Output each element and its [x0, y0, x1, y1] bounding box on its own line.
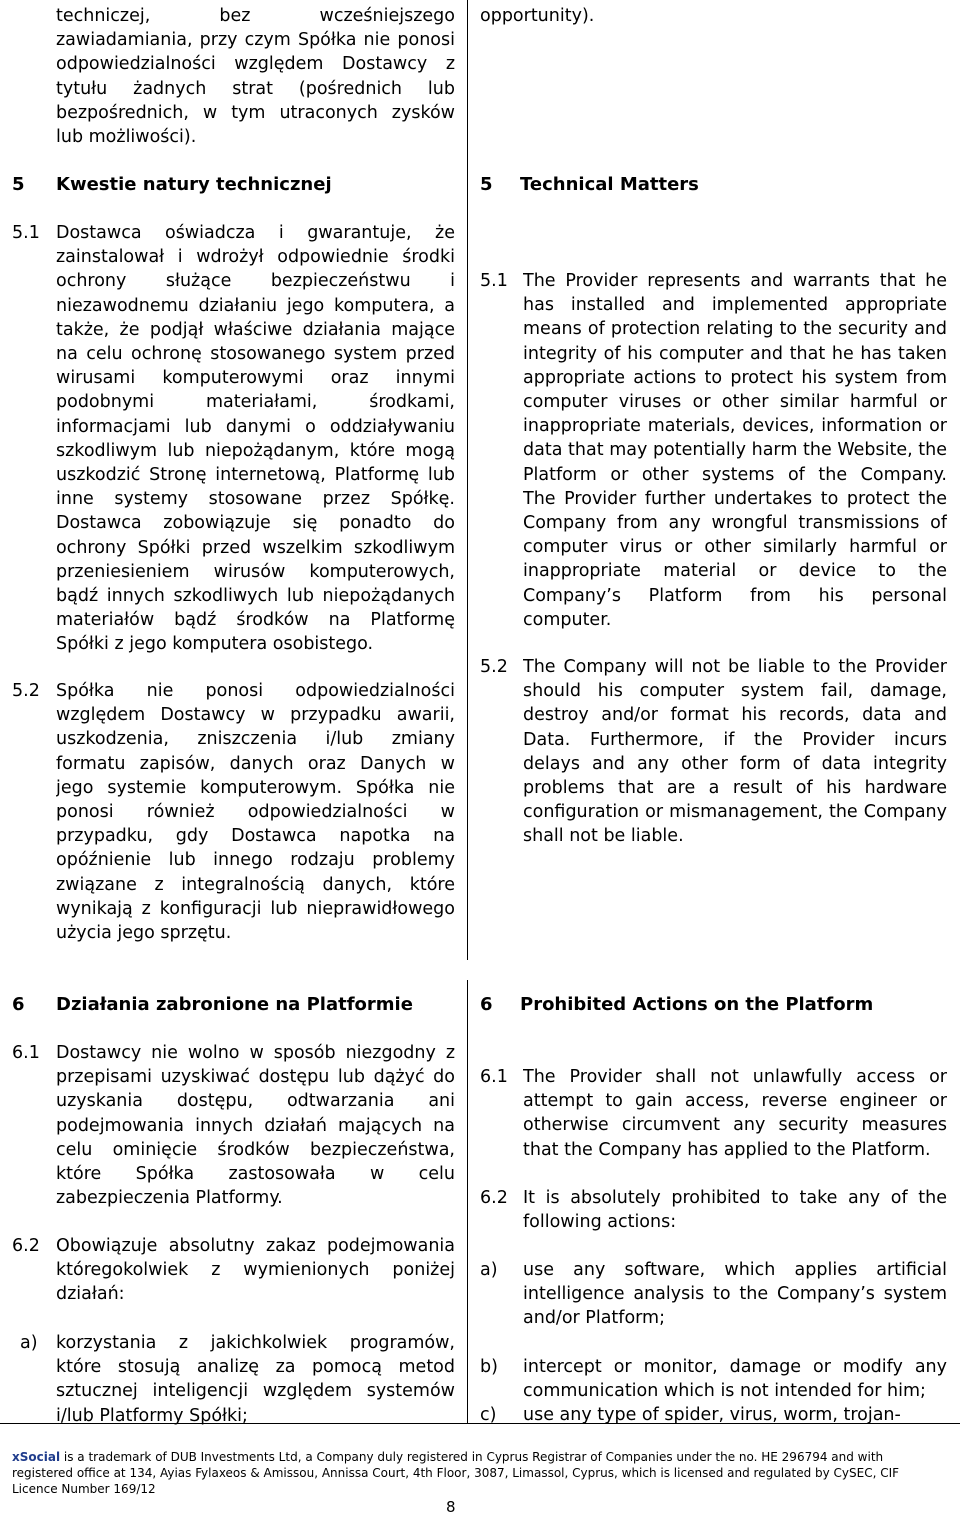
clause-number: 6.2 — [12, 1236, 40, 1256]
clause-text-line: któregokolwiek z wymienionych poniżej — [56, 1260, 455, 1280]
clause-number: 6.2 — [480, 1188, 508, 1208]
clause-text-line: inappropriate materials, devices, information or — [523, 416, 947, 436]
clause-text-line: i/lub Platformy Spółki; — [56, 1406, 248, 1426]
clause-text-line: które stosują analizę za pomocą metod — [56, 1357, 455, 1377]
clause-text-line: związane z integralnością danych, które — [56, 875, 455, 895]
clause-text-line: podobnymi materiałami, środkami, — [56, 392, 455, 412]
clause-text-line: data that may potentially harm the Website, the — [523, 440, 947, 460]
clause-number: 6.1 — [12, 1043, 40, 1063]
clause-text-line: inappropriate material or device to the — [523, 561, 947, 581]
footer-line-3: Licence Number 169/12 — [12, 1482, 156, 1496]
clause-text-line: computer viruses or other similar harmful or — [523, 392, 947, 412]
section-title: Działania zabronione na Platformie — [56, 994, 413, 1015]
clause-text-line: The Provider further undertakes to protect the — [523, 489, 947, 509]
clause-text-line: appropriate actions to protect his system from — [523, 368, 947, 388]
clause-text-line: computer virus or other similarly harmful or — [523, 537, 947, 557]
footer-line-2: registered office at 134, Ayias Fylaxeos & Amissou, Annissa Court, 4th Floor, 3087, Limassol, Cyprus, which is licensed and regulated by CySEC, CIF — [12, 1466, 900, 1480]
clause-text-line: względem Dostawcy w przypadku awarii, — [56, 705, 455, 725]
clause-text-line: korzystania z jakichkolwiek programów, — [56, 1333, 455, 1353]
clause-text-line: use any type of spider, virus, worm, trojan- — [523, 1405, 901, 1425]
clause-text-line: The Provider represents and warrants that he — [523, 271, 947, 291]
clause-text-line: podejmowania innych działań mających na — [56, 1116, 455, 1136]
clause-text-line: ochrony służące bezpieczeństwu i — [56, 271, 455, 291]
clause-text-line: sztucznej inteligencji względem systemów — [56, 1381, 455, 1401]
clause-text-line: zabezpieczenia Platformy. — [56, 1188, 283, 1208]
clause-number: c) — [480, 1405, 497, 1425]
clause-text-line: Dostawca zobowiązuje się ponadto do — [56, 513, 455, 533]
clause-text-line: działań: — [56, 1284, 125, 1304]
clause-text-line: should his computer system fail, damage, — [523, 681, 947, 701]
brand-name: xSocial — [12, 1450, 61, 1464]
clause-text-line: materiałów bądź środków na Platformę — [56, 610, 455, 630]
clause-number: a) — [20, 1333, 38, 1353]
clause-text-line: computer. — [523, 610, 612, 630]
clause-text-line: uszkodzenia, zniszczenia i/lub zmiany — [56, 729, 455, 749]
clause-text-line: use any software, which applies artificial — [523, 1260, 947, 1280]
clause-text-line: opportunity). — [480, 6, 595, 26]
clause-text-line: The Provider shall not unlawfully access or — [523, 1067, 947, 1087]
clause-text-line: wirusami komputerowymi oraz innymi — [56, 368, 455, 388]
clause-number: 6.1 — [480, 1067, 508, 1087]
clause-text-line: odpowiedzialności względem Dostawcy z — [56, 54, 455, 74]
section-title: Kwestie natury technicznej — [56, 174, 332, 195]
section-number: 5 — [480, 174, 493, 195]
clause-text-line: delays and any other form of data integrity — [523, 754, 947, 774]
clause-text-line: formatu zapisów, danych oraz Danych w — [56, 754, 455, 774]
clause-text-line: przypadku, gdy Dostawca napotka na — [56, 826, 455, 846]
clause-text-line: and/or Platform; — [523, 1308, 665, 1328]
clause-text-line: jego systemie komputerowym. Spółka nie — [56, 778, 455, 798]
clause-text-line: Obowiązuje absolutny zakaz podejmowania — [56, 1236, 455, 1256]
section-number: 6 — [12, 994, 25, 1015]
clause-number: b) — [480, 1357, 498, 1377]
column-divider-bottom — [467, 980, 468, 1424]
clause-number: 5.2 — [12, 681, 40, 701]
clause-text-line: szkodliwym lub niepożądanym, które mogą — [56, 441, 455, 461]
column-divider-top — [467, 0, 468, 960]
clause-text-line: ochrony Spółki przed wszelkim szkodliwym — [56, 538, 455, 558]
clause-text-line: bądź innych szkodliwych lub niepożądanych — [56, 586, 455, 606]
clause-text-line: configuration or mismanagement, the Company — [523, 802, 947, 822]
clause-text-line: Data. Furthermore, if the Provider incurs — [523, 730, 947, 750]
clause-text-line: ponosi również odpowiedzialności w — [56, 802, 455, 822]
clause-text-line: communication which is not intended for him; — [523, 1381, 926, 1401]
clause-text-line: The Company will not be liable to the Provider — [523, 657, 947, 677]
clause-text-line: informacjami lub danymi o oddziaływaniu — [56, 417, 455, 437]
clause-text-line: uzyskania dostępu, odtwarzania ani — [56, 1091, 455, 1111]
clause-text-line: opóźnienie lub innego rodzaju problemy — [56, 850, 455, 870]
clause-text-line: wynikają z konfiguracji lub nieprawidłowego — [56, 899, 455, 919]
clause-text-line: intercept or monitor, damage or modify any — [523, 1357, 947, 1377]
clause-text-line: following actions: — [523, 1212, 677, 1232]
clause-number: 5.1 — [480, 271, 508, 291]
clause-text-line: otherwise circumvent any security measures — [523, 1115, 947, 1135]
clause-text-line: techniczej, bez wcześniejszego — [56, 6, 455, 26]
clause-text-line: inne systemy stosowane przez Spółkę. — [56, 489, 455, 509]
clause-text-line: Dostawca oświadcza i gwarantuje, że — [56, 223, 455, 243]
section-number: 5 — [12, 174, 25, 195]
clause-text-line: niezawodnemu działaniu jego komputera, a — [56, 296, 455, 316]
page-number: 8 — [446, 1498, 456, 1516]
section-number: 6 — [480, 994, 493, 1015]
clause-text-line: Spółki z jego komputera osobistego. — [56, 634, 374, 654]
clause-text-line: lub możliwości). — [56, 127, 197, 147]
clause-text-line: problems that are a result of his hardware — [523, 778, 947, 798]
clause-text-line: Spółka nie ponosi odpowiedzialności — [56, 681, 455, 701]
clause-text-line: tytułu żadnych strat (pośrednich lub — [56, 79, 455, 99]
clause-text-line: Company’s Platform from his personal — [523, 586, 947, 606]
clause-text-line: means of protection relating to the security and — [523, 319, 947, 339]
footer-line-1-text: is a trademark of DUB Investments Ltd, a Company duly registered in Cyprus Registrar of Companies under the no. HE 296794 and with — [60, 1450, 884, 1464]
clause-text-line: także, że podjął właściwe działania mające — [56, 320, 455, 340]
clause-text-line: Company from any wrongful transmissions of — [523, 513, 947, 533]
clause-text-line: które Spółka zastosowała w celu — [56, 1164, 455, 1184]
clause-text-line: Platform or other systems of the Company. — [523, 465, 947, 485]
clause-text-line: destroy and/or format his records, data and — [523, 705, 947, 725]
footer-line-1 — [12, 1449, 883, 1465]
clause-text-line: użycia jego sprzętu. — [56, 923, 232, 943]
clause-text-line: bezpośrednich, w tym utraconych zysków — [56, 103, 455, 123]
clause-text-line: zawiadamiania, przy czym Spółka nie ponosi — [56, 30, 455, 50]
clause-text-line: that the Company has applied to the Platform. — [523, 1140, 931, 1160]
clause-number: 5.2 — [480, 657, 508, 677]
clause-text-line: celu ominięcie środków bezpieczeństwa, — [56, 1140, 455, 1160]
clause-text-line: Dostawcy nie wolno w sposób niezgodny z — [56, 1043, 455, 1063]
section-title: Prohibited Actions on the Platform — [520, 994, 874, 1015]
clause-text-line: przeniesieniem wirusów komputerowych, — [56, 562, 455, 582]
clause-text-line: attempt to gain access, reverse engineer or — [523, 1091, 947, 1111]
clause-text-line: It is absolutely prohibited to take any of the — [523, 1188, 947, 1208]
clause-text-line: uszkodzić Stronę internetową, Platformę lub — [56, 465, 455, 485]
clause-text-line: integrity of his computer and that he has taken — [523, 344, 947, 364]
clause-text-line: intelligence analysis to the Company’s system — [523, 1284, 947, 1304]
clause-text-line: shall not be liable. — [523, 826, 684, 846]
clause-text-line: na celu ochronę stosowanego system przed — [56, 344, 455, 364]
clause-text-line: zainstalował i wdrożył odpowiednie środki — [56, 247, 455, 267]
clause-number: 5.1 — [12, 223, 40, 243]
clause-text-line: has installed and implemented appropriate — [523, 295, 947, 315]
section-title: Technical Matters — [520, 174, 699, 195]
clause-text-line: przepisami uzyskiwać dostępu lub dążyć do — [56, 1067, 455, 1087]
clause-number: a) — [480, 1260, 498, 1280]
